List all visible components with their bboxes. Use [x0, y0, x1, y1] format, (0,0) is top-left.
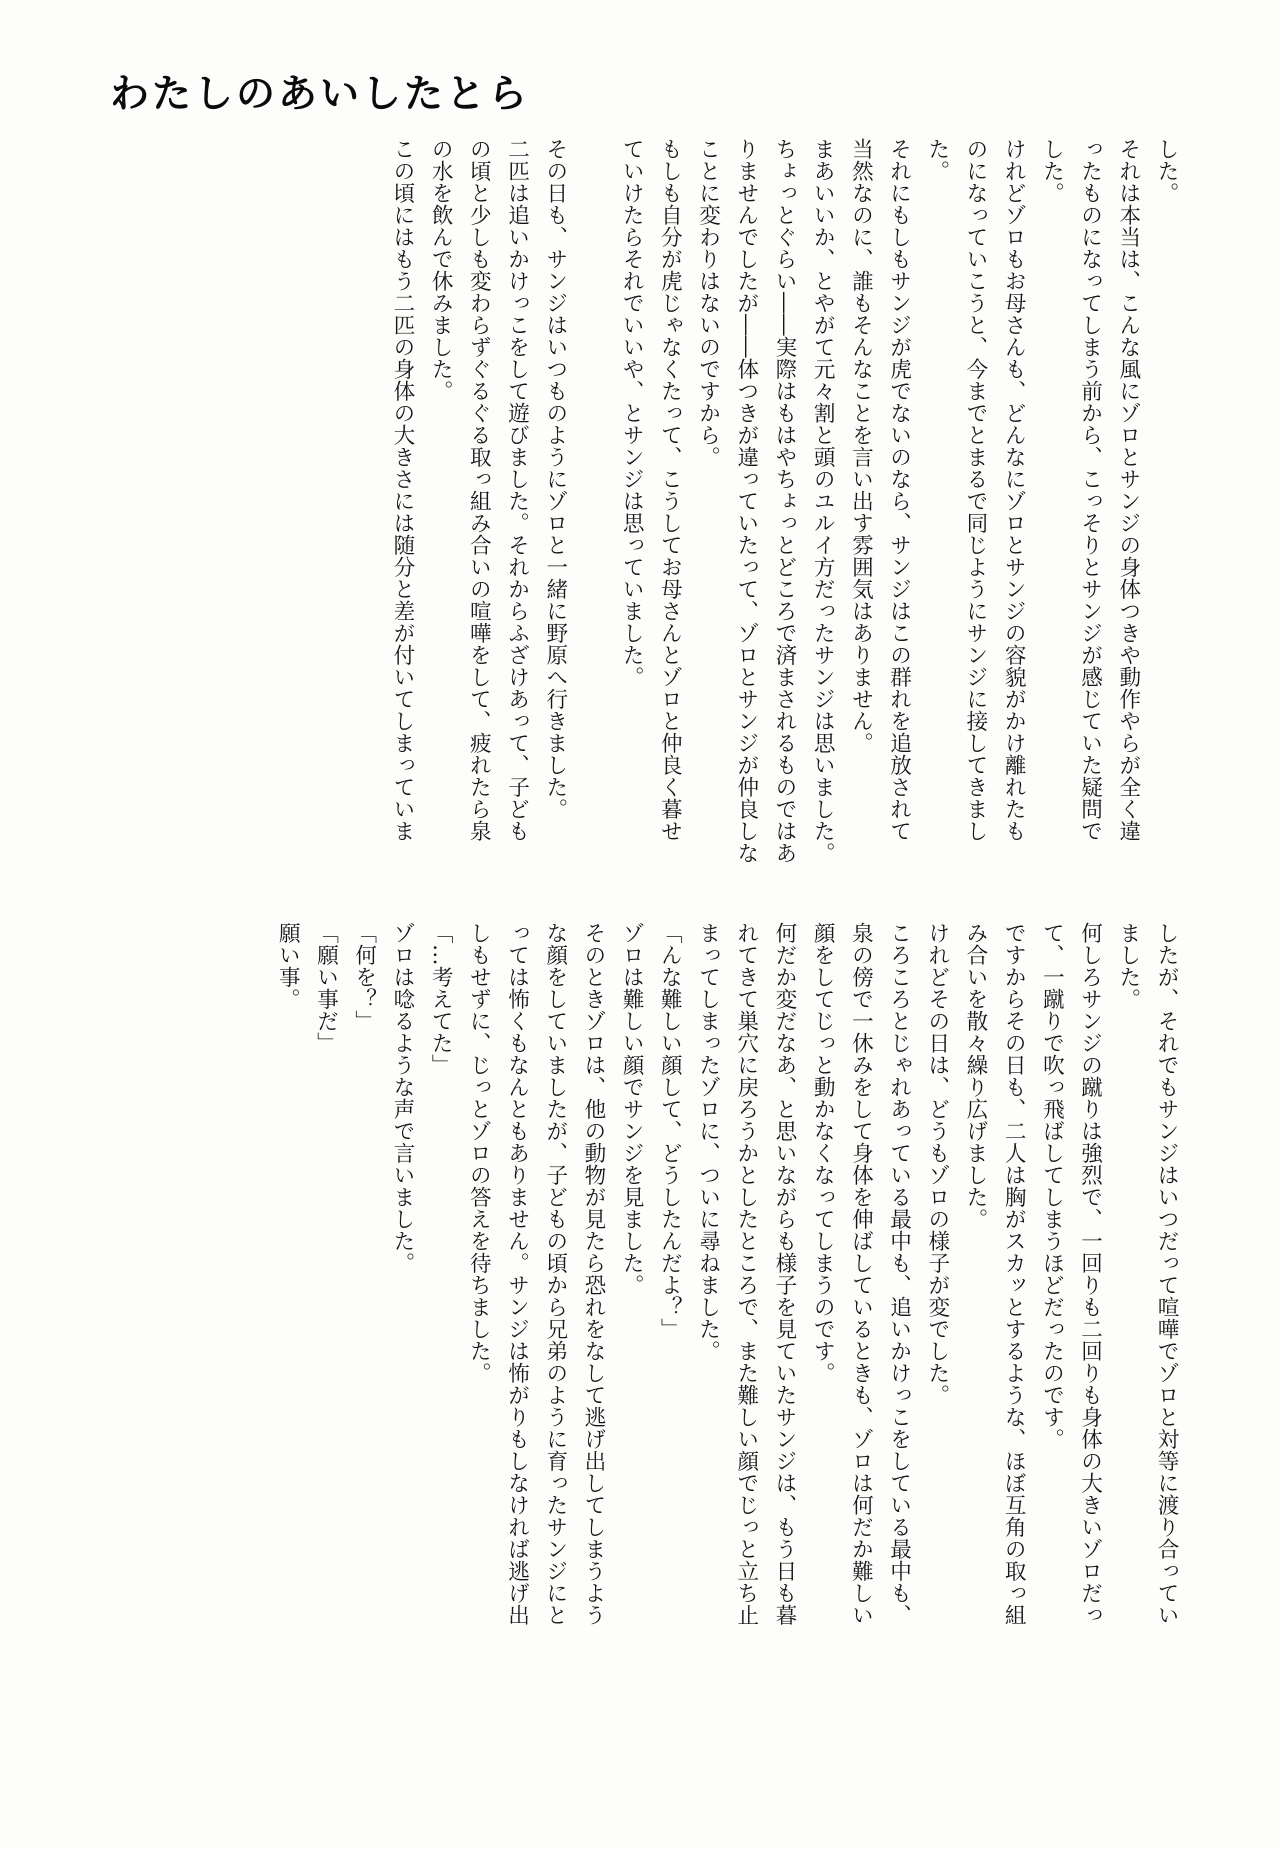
text-line: ていけたらそれでいいや、とサンジは思っていました。 — [619, 138, 645, 688]
text-line: ました。 — [1115, 922, 1141, 1010]
text-line: 「んな難しい顔して、どうしたんだよ？」 — [657, 922, 683, 1340]
text-line: けれどゾロもお母さんも、どんなにゾロとサンジの容貌がかけ離れたも — [1001, 138, 1027, 842]
text-line: 何だか変だなあ、と思いながらも様子を見ていたサンジは、もう日も暮 — [771, 922, 797, 1626]
page-title: わたしのあいしたとら — [110, 72, 531, 117]
text-line: て、一蹴りで吹っ飛ばしてしまうほどだったのです。 — [1039, 922, 1065, 1450]
text-line: それにもしもサンジが虎でないのなら、サンジはこの群れを追放されて — [886, 138, 912, 842]
text-line: 「願い事だ」 — [313, 922, 339, 1054]
text-line: ゾロは唸るような声で言いました。 — [389, 922, 415, 1274]
text-line: まってしまったゾロに、ついに尋ねました。 — [695, 922, 721, 1362]
text-line: その日も、サンジはいつものようにゾロと一緒に野原へ行きました。 — [542, 138, 568, 820]
text-line: っては怖くもなんともありません。サンジは怖がりもしなければ逃げ出 — [504, 922, 530, 1626]
text-line: のになっていこうと、今までとまるで同じようにサンジに接してきまし — [962, 138, 988, 842]
text-line: まあいいか、とやがて元々割と頭のユルイ方だったサンジは思いました。 — [810, 138, 836, 864]
text-line: み合いを散々繰り広げました。 — [962, 922, 988, 1230]
text-line: ですからその日も、二人は胸がスカッとするような、ほぼ互角の取っ組 — [1001, 922, 1027, 1626]
text-line: そのときゾロは、他の動物が見たら恐れをなして逃げ出してしまうよう — [580, 922, 606, 1626]
text-block-lower — [130, 922, 1185, 1657]
text-line: な顔をしていましたが、子どもの頃から兄弟のように育ったサンジにと — [542, 922, 568, 1626]
text-line: した。 — [1154, 138, 1179, 204]
text-line: た。 — [924, 138, 950, 182]
text-line: の頃と少しも変わらずぐるぐる取っ組み合いの喧嘩をして、疲れたら泉 — [466, 138, 492, 842]
text-line: れてきて巣穴に戻ろうかとしたところで、また難しい顔でじっと立ち止 — [733, 922, 759, 1626]
text-line: もしも自分が虎じゃなくたって、こうしてお母さんとゾロと仲良く暮せ — [657, 138, 683, 842]
text-line: ゾロは難しい顔でサンジを見ました。 — [619, 922, 645, 1296]
text-line: したが、それでもサンジはいつだって喧嘩でゾロと対等に渡り合ってい — [1154, 922, 1179, 1626]
text-line: しもせずに、じっとゾロの答えを待ちました。 — [466, 922, 492, 1384]
text-line: 願い事。 — [275, 922, 301, 1010]
text-block-upper — [389, 138, 1185, 913]
text-line: ことに変わりはないのですから。 — [695, 138, 721, 468]
text-line: けれどその日は、どうもゾロの様子が変でした。 — [924, 922, 950, 1406]
text-line: この頃にはもう二匹の身体の大きさには随分と差が付いてしまっていま — [389, 138, 415, 842]
text-line: ころころとじゃれあっている最中も、追いかけっこをしている最中も、 — [886, 922, 912, 1626]
text-line: 「何を？」 — [351, 922, 377, 1032]
text-line: の水を飲んで休みました。 — [428, 138, 454, 402]
text-line: 「…考えてた」 — [428, 922, 454, 1076]
text-line: ったものになってしまう前から、こっそりとサンジが感じていた疑問で — [1077, 138, 1103, 842]
text-line: ちょっとぐらい――実際はもはやちょっとどころで済まされるものではあ — [771, 138, 797, 864]
text-line: 顔をしてじっと動かなくなってしまうのです。 — [810, 922, 836, 1384]
text-line: 二匹は追いかけっこをして遊びました。それからふざけあって、子ども — [504, 138, 530, 842]
blank-line — [574, 138, 612, 913]
text-line: した。 — [1039, 138, 1065, 204]
text-line: それは本当は、こんな風にゾロとサンジの身体つきや動作やらが全く違 — [1115, 138, 1141, 842]
text-line: 泉の傍で一休みをして身体を伸ばしているときも、ゾロは何だか難しい — [848, 922, 874, 1626]
text-line: 何しろサンジの蹴りは強烈で、一回りも二回りも身体の大きいゾロだっ — [1077, 922, 1103, 1626]
text-line: りませんでしたが――体つきが違っていたって、ゾロとサンジが仲良しな — [733, 138, 759, 864]
text-line: 当然なのに、誰もそんなことを言い出す雰囲気はありません。 — [848, 138, 874, 754]
